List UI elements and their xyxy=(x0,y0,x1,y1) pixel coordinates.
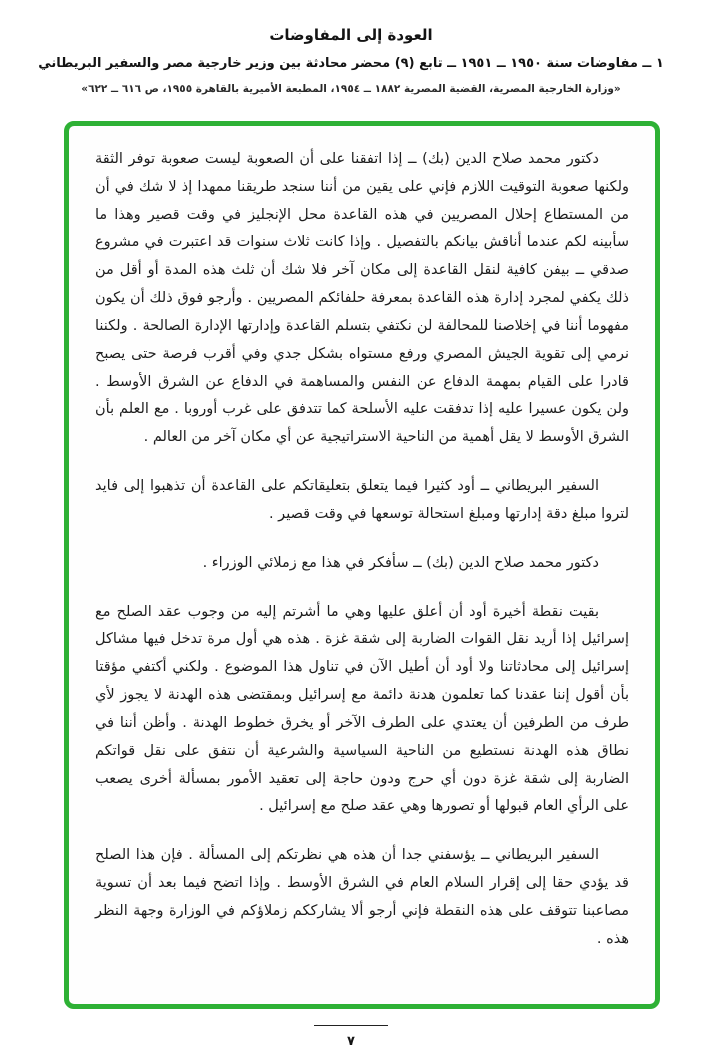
footer-rule xyxy=(314,1025,388,1026)
document-title: العودة إلى المفاوضات xyxy=(269,26,433,44)
document-header xyxy=(0,0,702,96)
paragraph: دكتور محمد صلاح الدين (بك) ــ سأفكر في هذا مع زملائي الوزراء . xyxy=(202,554,599,571)
page-footer xyxy=(0,1025,702,1049)
document-subtitle: ١ ــ مفاوضات سنة ١٩٥٠ ــ ١٩٥١ ــ تابع (٩) محضر محادثة بين وزير خارجية مصر والسفير البريطاني xyxy=(38,56,664,71)
paragraph: السفير البريطاني ــ يؤسفني جدا أن هذه هي نظرتكم إلى المسألة . فإن هذا الصلح قد يؤدي حقا إلى إقرار السلام العام في الشرق الأوسط . وإذا اتضح فيما بعد أن تسوية مصاعبنا تتوقف على هذه النقطة فإني أرجو ألا يشارككم زملاؤكم في الوزارة وجهة النظر هذه . xyxy=(95,847,629,947)
paragraph: السفير البريطاني ــ أود كثيرا فيما يتعلق بتعليقاتكم على القاعدة أن تذهبوا إلى فايد لتروا مبلغ دقة إدارتها ومبلغ استحالة توسعها في وقت قصير . xyxy=(95,478,629,522)
paragraph: دكتور محمد صلاح الدين (بك) ــ إذا اتفقنا على أن الصعوبة ليست صعوبة توفر الثقة ولكنها صعوبة التوقيت اللازم فإني على يقين من أننا سنجد طريقنا ممهدا إذ لا شك في أن من المستطاع إحلال المصريين في هذه القاعدة محل الإنجليز في وقت قصير وهذا ما سأبينه لكم عندما أناقش بيانكم بالتفصيل . وإذا كانت ثلاث سنوات قد اعتبرت في مشروع صدقي ــ بيفن كافية لنقل القاعدة إلى مكان آخر فلا شك أن ثلث هذه المدة أو أقل من ذلك يكفي لمجرد إدارة هذه القاعدة بمعرفة حلفائكم المصريين . وأرجو فوق ذلك أن يكون مفهوما أننا في إخلاصنا للمحالفة لن نكتفي بتسلم القاعدة وإدارتها الإدارة الصالحة . ولكننا نرمي إلى تقوية الجيش المصري ورفع مستواه بشكل جدي وفي أقرب فرصة حتى يصبح قادرا على القيام بمهمة الدفاع عن النفس والمساهمة في الدفاع عن الشرق الأوسط . ولن يكون عسيرا عليه إذا تدفقت عليه الأسلحة كما تتدفق على غرب أوروبا . مع العلم بأن الشرق الأوسط لا يقل أهمية من الناحية الاستراتيجية عن أي مكان آخر من العالم . xyxy=(95,151,629,446)
source-citation: «وزارة الخارجية المصرية، القضية المصرية ١٨٨٢ ــ ١٩٥٤، المطبعة الأميرية بالقاهرة ١٩٥٥، ص ٦١٦ ــ ٦٢٢» xyxy=(81,82,621,95)
page-number: ٧ xyxy=(347,1034,355,1049)
paragraph: بقيت نقطة أخيرة أود أن أعلق عليها وهي ما أشرتم إليه من وجوب عقد الصلح مع إسرائيل إذا أريد نقل القوات الضاربة إلى شقة غزة . هذه هي أول مرة تدخل فيها مشاكل إسرائيل إلى محادثاتنا ولا أود أن أطيل الآن في تناول هذا الموضوع . ولكني أكتفي مؤقتا بأن أقول إننا عقدنا كما تعلمون هدنة دائمة مع إسرائيل وبمقتضى هذه الهدنة لا يجوز لأي طرف من الطرفين أن يعتدي على الطرف الآخر أو يخرق خطوط الهدنة . وأظن أننا في نطاق هذه الهدنة نستطيع من الناحية السياسية والشرعية أن نتفق على نقل قواتكم الضاربة إلى شقة غزة دون أي حرج ودون حاجة إلى تعقيد الأمور بمسألة أخرى يصعب على الرأي العام قبولها أو تصورها وهي عقد صلح مع إسرائيل . xyxy=(95,603,629,815)
content-frame xyxy=(64,121,660,1009)
